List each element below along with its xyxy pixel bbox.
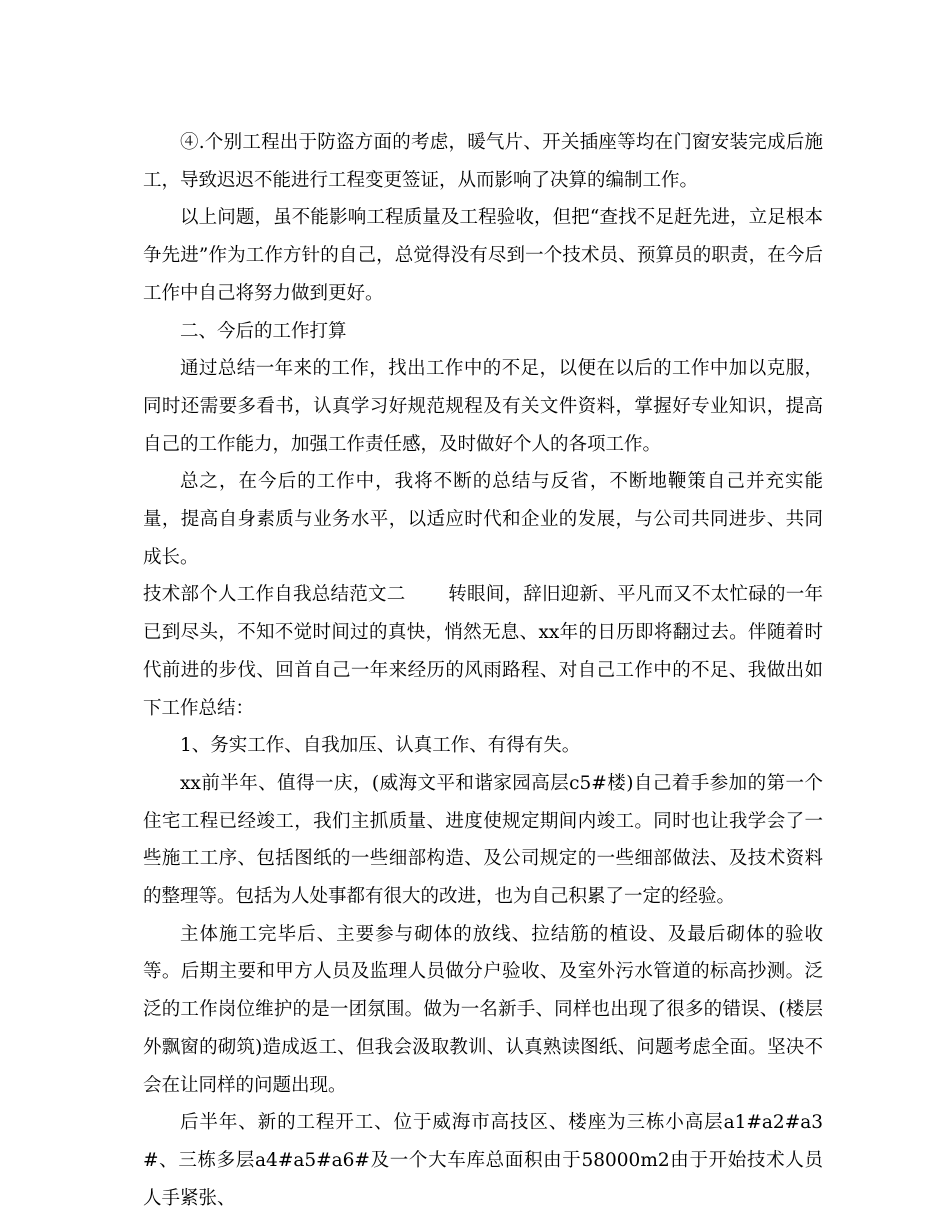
section-title: 技术部个人工作自我总结范文二 bbox=[143, 584, 406, 606]
paragraph: 通过总结一年来的工作，找出工作中的不足，以便在以后的工作中加以克服，同时还需要多看书，认真学习好规范规程及有关文件资料，掌握好专业知识，提高自己的工作能力，加强工作责任感，及时做好个人的各项工作。 bbox=[143, 358, 823, 455]
document-body bbox=[143, 124, 823, 1217]
section-intro-text: 转眼间，辞旧迎新、平凡而又不太忙碌的一年已到尽头，不知不觉时间过的真快，悄然无息、xx年的日历即将翻过去。伴随着时代前进的步伐、回首自己一年来经历的风雨路程、对自己工作中的不足、我做出如下工作总结： bbox=[143, 584, 823, 719]
section-heading: 二、今后的工作打算 bbox=[180, 320, 347, 342]
paragraph: ④.个别工程出于防盗方面的考虑，暖气片、开关插座等均在门窗安装完成后施工，导致迟迟不能进行工程变更签证，从而影响了决算的编制工作。 bbox=[143, 132, 823, 191]
section-intro-paragraph bbox=[143, 576, 823, 727]
list-heading: 1、务实工作、自我加压、认真工作、有得有失。 bbox=[180, 735, 581, 757]
paragraph: 总之，在今后的工作中，我将不断的总结与反省，不断地鞭策自己并充实能量，提高自身素质与业务水平，以适应时代和企业的发展，与公司共同进步、共同成长。 bbox=[143, 471, 823, 568]
paragraph: 以上问题，虽不能影响工程质量及工程验收，但把“查找不足赶先进，立足根本争先进”作为工作方针的自己，总觉得没有尽到一个技术员、预算员的职责，在今后工作中自己将努力做到更好。 bbox=[143, 207, 823, 304]
paragraph: 后半年、新的工程开工、位于威海市高技区、楼座为三栋小高层a1#a2#a3#、三栋多层a4#a5#a6#及一个大车库总面积由于58000m2由于开始技术人员人手紧张、 bbox=[143, 1112, 823, 1209]
paragraph: xx前半年、值得一庆，(威海文平和谐家园高层c5#楼)自己着手参加的第一个住宅工程已经竣工，我们主抓质量、进度使规定期间内竣工。同时也让我学会了一些施工工序、包括图纸的一些细部构造、及公司规定的一些细部做法、及技术资料的整理等。包括为人处事都有很大的改进，也为自己积累了一定的经验。 bbox=[143, 772, 823, 908]
paragraph: 主体施工完毕后、主要参与砌体的放线、拉结筋的植设、及最后砌体的验收等。后期主要和甲方人员及监理人员做分户验收、及室外污水管道的标高抄测。泛泛的工作岗位维护的是一团氛围。做为一名新手、同样也出现了很多的错误、(楼层外飘窗的砌筑)造成返工、但我会汲取教训、认真熟读图纸、问题考虑全面。坚决不会在让同样的问题出现。 bbox=[143, 923, 823, 1096]
